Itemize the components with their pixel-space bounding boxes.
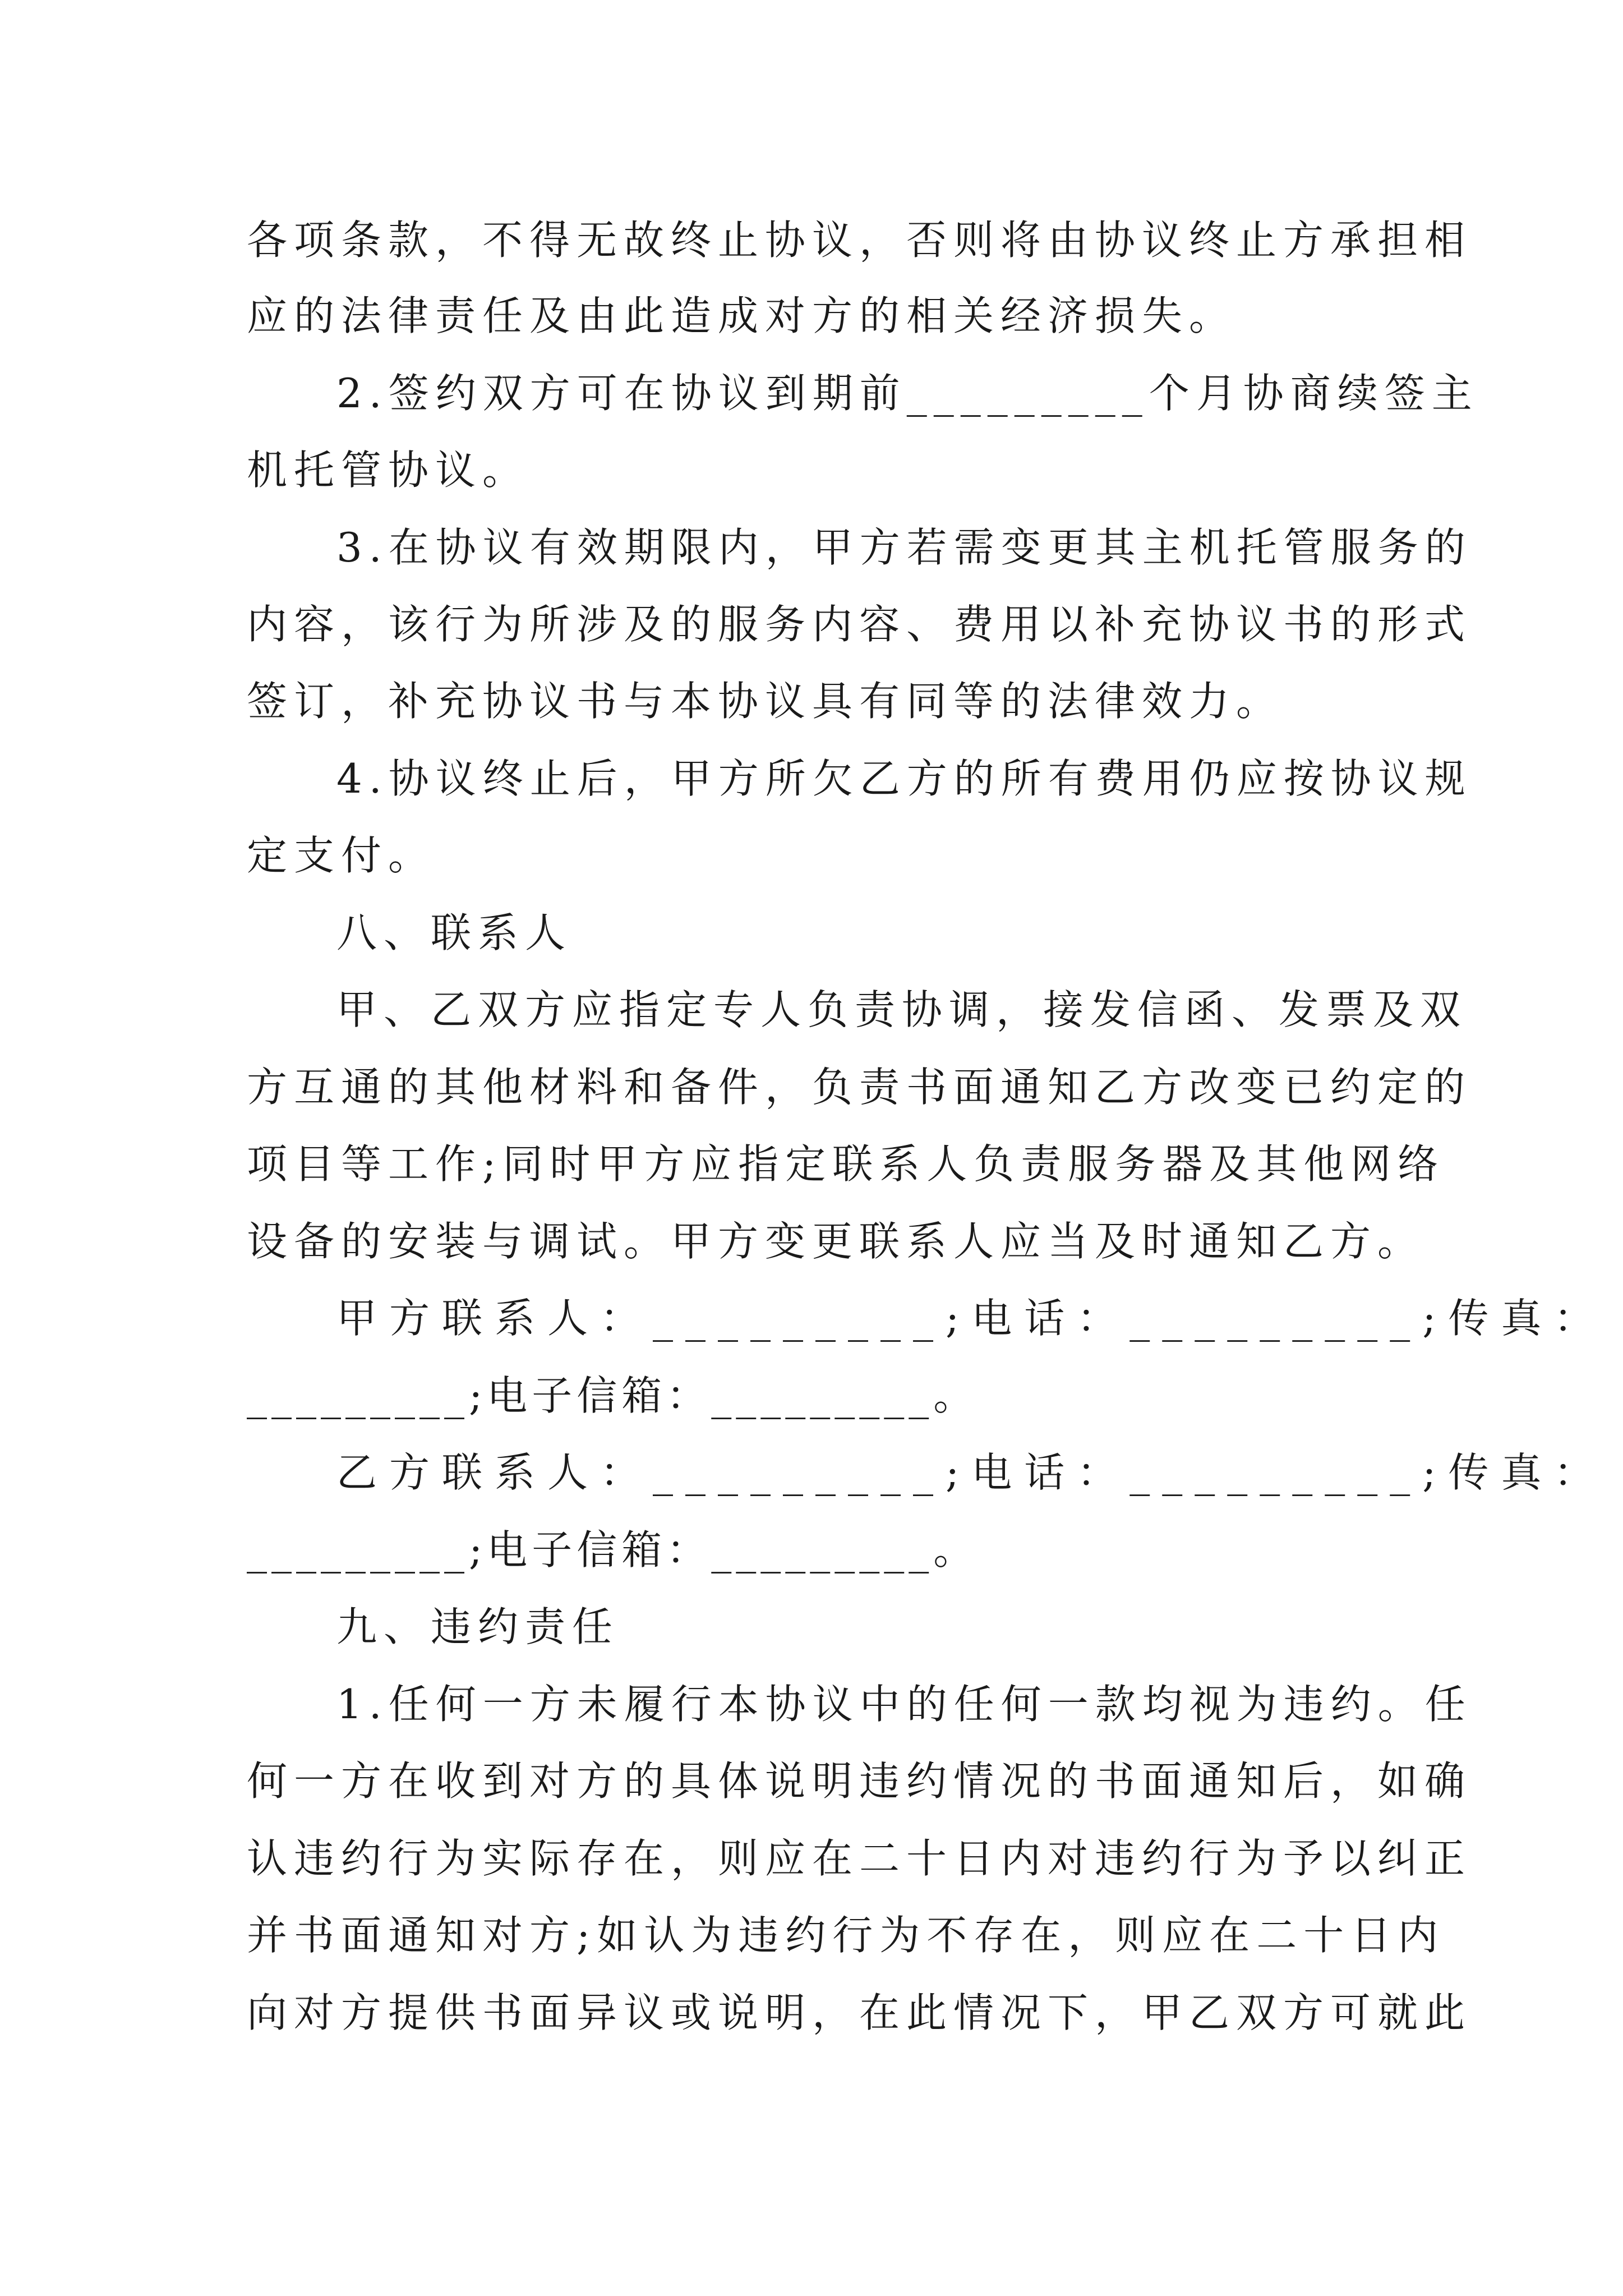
text-line: 向对方提供书面异议或说明，在此情况下，甲乙双方可就此 — [247, 1989, 1472, 2036]
text-line: 内容，该行为所涉及的服务内容、费用以补充协议书的形式 — [247, 601, 1472, 648]
text-line: 并书面通知对方;如认为违约行为不存在，则应在二十日内 — [247, 1912, 1445, 1959]
text-line: 项目等工作;同时甲方应指定联系人负责服务器及其他网络 — [247, 1140, 1445, 1188]
text-line: 机托管协议。 — [247, 447, 530, 494]
text-line: 1.任何一方未履行本协议中的任何一款均视为违约。任 — [336, 1681, 1472, 1728]
form-line-party-a: 甲方联系人：_________;电话：_________;传真： — [336, 1295, 1607, 1342]
text-line: 签订，补充协议书与本协议具有同等的法律效力。 — [247, 678, 1284, 725]
text-line: 设备的安装与调试。甲方变更联系人应当及时通知乙方。 — [247, 1218, 1425, 1265]
section-heading: 八、联系人 — [336, 909, 573, 956]
text-line: 方互通的其他材料和备件，负责书面通知乙方改变已约定的 — [247, 1064, 1472, 1111]
text-line: 何一方在收到对方的具体说明违约情况的书面通知后，如确 — [247, 1757, 1472, 1805]
section-heading: 九、违约责任 — [336, 1603, 620, 1650]
form-line-party-a-email: _________;电子信箱：_________。 — [247, 1372, 979, 1419]
text-line: 定支付。 — [247, 832, 436, 879]
text-line: 各项条款，不得无故终止协议，否则将由协议终止方承担相 — [247, 217, 1472, 264]
text-line: 3.在协议有效期限内，甲方若需变更其主机托管服务的 — [336, 524, 1472, 571]
text-line: 应的法律责任及由此造成对方的相关经济损失。 — [247, 292, 1237, 339]
text-line: 甲、乙双方应指定专人负责协调，接发信函、发票及双 — [336, 986, 1468, 1033]
form-line-party-b-email: _________;电子信箱：_________。 — [247, 1526, 979, 1573]
text-line: 4.协议终止后，甲方所欠乙方的所有费用仍应按协议规 — [336, 755, 1472, 802]
text-line: 2.签约双方可在协议到期前_________个月协商续签主 — [336, 370, 1479, 417]
text-line: 认违约行为实际存在，则应在二十日内对违约行为予以纠正 — [247, 1835, 1472, 1882]
form-line-party-b: 乙方联系人：_________;电话：_________;传真： — [336, 1449, 1607, 1496]
